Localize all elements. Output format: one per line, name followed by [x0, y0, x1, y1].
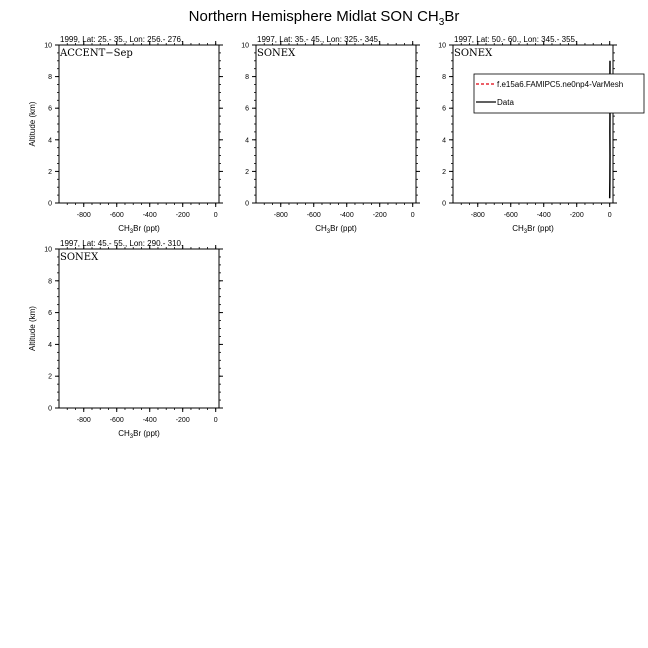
y-tick-label: 8	[48, 74, 52, 82]
y-tick-label: 10	[44, 42, 52, 50]
x-tick-label: -600	[306, 212, 321, 219]
x-tick-label: 0	[213, 417, 218, 424]
x-axis-label-main: CH	[118, 224, 130, 233]
x-tick-label: -200	[372, 212, 387, 219]
x-axis-label-subscript: 3	[326, 229, 331, 235]
y-tick-label: 6	[245, 105, 249, 113]
x-tick-label: -800	[76, 212, 91, 219]
x-tick-label: 0	[410, 212, 415, 219]
x-tick-label: -200	[175, 417, 190, 424]
plot-frame	[453, 45, 613, 203]
legend-label-1: f.e15a6.FAMIPC5.ne0np4-VarMesh	[497, 80, 624, 89]
y-tick-label: 0	[48, 200, 52, 208]
campaign-label: ACCENT−Sep	[60, 48, 133, 59]
x-axis-label-main: CH	[118, 429, 130, 438]
x-tick-label: 0	[213, 212, 218, 219]
x-axis-label	[512, 224, 554, 235]
y-axis-label: Altitude (km)	[28, 306, 37, 351]
panel-header: 1997, Lat: 50.- 60., Lon: 345.- 355.	[454, 35, 578, 44]
y-tick-label: 4	[442, 137, 446, 145]
x-tick-label: -800	[76, 417, 91, 424]
y-tick-label: 2	[245, 168, 249, 176]
chart-panel-1	[28, 35, 223, 235]
title-text-end: Br	[444, 8, 460, 25]
y-tick-label: 0	[48, 405, 52, 413]
y-tick-label: 2	[48, 373, 52, 381]
panel-header: 1997, Lat: 35.- 45., Lon: 325.- 345.	[257, 35, 381, 44]
x-axis-label-main: CH	[315, 224, 327, 233]
y-tick-label: 10	[438, 42, 446, 50]
y-tick-label: 2	[48, 168, 52, 176]
y-tick-label: 10	[241, 42, 249, 50]
x-axis-label-end: Br (ppt)	[133, 224, 160, 233]
x-tick-label: -600	[503, 212, 518, 219]
x-axis-label-end: Br (ppt)	[527, 224, 554, 233]
y-tick-label: 4	[245, 137, 249, 145]
plot-frame	[59, 249, 219, 408]
y-tick-label: 8	[442, 74, 446, 82]
legend	[474, 74, 644, 113]
x-axis-label-subscript: 3	[523, 229, 528, 235]
campaign-label: SONEX	[60, 252, 99, 263]
y-axis-label: Altitude (km)	[28, 101, 37, 147]
campaign-label: SONEX	[454, 48, 493, 59]
y-tick-label: 4	[48, 137, 52, 145]
chart-panel-4	[28, 239, 223, 440]
x-tick-label: -200	[175, 212, 190, 219]
y-tick-label: 4	[48, 341, 52, 349]
chart-panel-3	[438, 35, 644, 235]
chart-panel-2	[241, 35, 420, 235]
x-tick-label: -400	[536, 212, 551, 219]
plot-frame	[256, 45, 416, 203]
x-axis-label-subscript: 3	[129, 229, 134, 235]
x-tick-label: -800	[273, 212, 288, 219]
x-axis-label-end: Br (ppt)	[133, 429, 160, 438]
x-tick-label: -200	[569, 212, 584, 219]
x-axis-label	[118, 224, 160, 235]
y-tick-label: 6	[48, 310, 52, 318]
x-tick-label: 0	[607, 212, 612, 219]
x-axis-label-end: Br (ppt)	[330, 224, 357, 233]
plot-frame	[59, 45, 219, 203]
y-tick-label: 8	[48, 278, 52, 286]
y-tick-label: 6	[442, 105, 446, 113]
x-tick-label: -400	[339, 212, 354, 219]
panel-header: 1997, Lat: 45.- 55., Lon: 290.- 310.	[60, 239, 184, 248]
title-text: Northern Hemisphere Midlat SON CH	[188, 8, 439, 25]
y-tick-label: 0	[245, 200, 249, 208]
campaign-label: SONEX	[257, 48, 296, 59]
x-axis-label-main: CH	[512, 224, 524, 233]
panel-header: 1999, Lat: 25.- 35., Lon: 256.- 276.	[60, 35, 184, 44]
y-tick-label: 2	[442, 168, 446, 176]
x-tick-label: -400	[142, 417, 157, 424]
y-tick-label: 8	[245, 74, 249, 82]
legend-label-2: Data	[497, 98, 514, 107]
y-tick-label: 0	[442, 200, 446, 208]
title-subscript: 3	[438, 17, 445, 28]
y-tick-label: 10	[44, 246, 52, 254]
x-tick-label: -600	[109, 417, 124, 424]
x-tick-label: -400	[142, 212, 157, 219]
x-axis-label	[118, 429, 160, 440]
x-axis-label	[315, 224, 357, 235]
x-tick-label: -800	[470, 212, 485, 219]
x-tick-label: -600	[109, 212, 124, 219]
x-axis-label-subscript: 3	[129, 434, 134, 440]
y-tick-label: 6	[48, 105, 52, 113]
